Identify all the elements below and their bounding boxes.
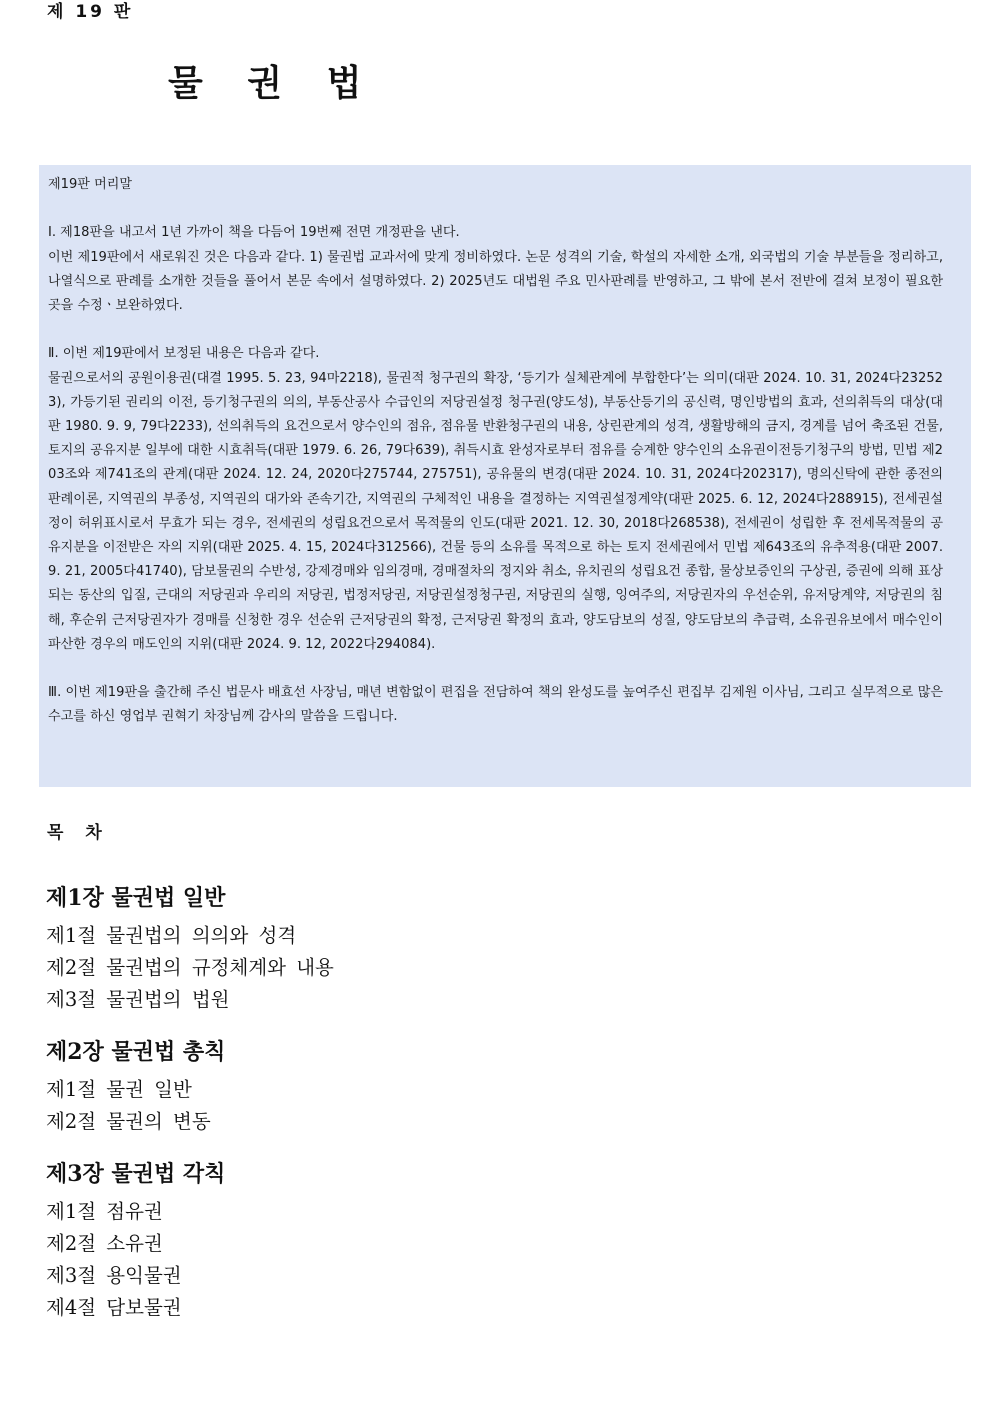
edition-label: 제 19 판 bbox=[47, 2, 134, 22]
section-item: 제4절 담보물권 bbox=[46, 1296, 182, 1319]
section-item: 제3절 용익물권 bbox=[46, 1264, 182, 1287]
section-item: 제2절 물권법의 규정체계와 내용 bbox=[46, 956, 334, 979]
chapter-title: 제3장 물권법 각칙 bbox=[46, 1161, 226, 1187]
preface-box bbox=[39, 165, 971, 787]
preface-paragraph-1: Ⅰ. 제18판을 내고서 1년 가까이 책을 다듬어 19번째 전면 개정판을 낸다. bbox=[48, 225, 460, 241]
preface-paragraph-5: Ⅲ. 이번 제19판을 출간해 주신 법문사 배효선 사장님, 매년 변함없이 편집을 전담하여 책의 완성도를 높여주신 편집부 김제원 이사님, 그리고 실무적으로 많은 수고를 하신 영업부 권혁기 차장님께 감사의 말씀을 드립니다. bbox=[48, 685, 943, 725]
book-title: 물 권 법 bbox=[168, 63, 378, 104]
chapter-title: 제1장 물권법 일반 bbox=[46, 885, 226, 911]
section-item: 제1절 물권 일반 bbox=[46, 1078, 192, 1101]
section-item: 제2절 물권의 변동 bbox=[46, 1110, 211, 1133]
table-of-contents bbox=[46, 880, 946, 1342]
section-item: 제1절 물권법의 의의와 성격 bbox=[46, 924, 297, 947]
paragraph-gap bbox=[48, 657, 943, 681]
preface-paragraph-4: 물권으로서의 공원이용권(대결 1995. 5. 23, 94마2218), 물권적 청구권의 확장, ‘등기가 실체관계에 부합한다’는 의미(대판 2024. 10. 31, 2024다232523), 가등기된 권리의 이전, 등기청구권의 의의, 부동산공사 수급인의 저당권설정 청구권(양도성), 부동산등기의 공신력, 명인방법의 효과, 선의취득의 대상(대판 1980. 9. 9, 79다2233), 선의취득의 요건으로서 양수인의 점유, 점유물 반환청구권의 내용, 상린관계의 성격, 생활방해의 금지, 경계를 넘어 축조된 건물, 토지의 공유지분 일부에 대한 시효취득(대판 1979. 6. 26, 79다639), 취득시효 완성자로부터 점유를 승계한 양수인의 소유권이전등기청구의 방법, 민법 제203조와 제741조의 관계(대판 2024. 12. 24, 2020다275744, 275751), 공유물의 변경(대판 2024. 10. 31, 2024다202317), 명의신탁에 관한 종전의 판례이론, 지역권의 부종성, 지역권의 대가와 존속기간, 지역권의 구체적인 내용을 결정하는 지역권설정계약(대판 2025. 6. 12, 2024다288915), 전세권설정이 허위표시로서 무효가 되는 경우, 전세권의 성립요건으로서 목적물의 인도(대판 2021. 12. 30, 2018다268538), 전세권이 성립한 후 전세목적물의 공유지분을 이전받은 자의 지위(대판 2025. 4. 15, 2024다312566), 건물 등의 소유를 목적으로 하는 토지 전세권에서 민법 제643조의 유추적용(대판 2007. 9. 21, 2005다41740), 담보물권의 수반성, 강제경매와 임의경매, 경매절차의 정지와 취소, 유치권의 성립요건 종합, 물상보증인의 구상권, 증권에 의해 표상되는 동산의 입질, 근대의 저당권과 우리의 저당권, 법정저당권, 저당권설정청구권, 저당권의 실행, 잉여주의, 저당권자의 우선순위, 유저당계약, 저당권의 침해, 후순위 근저당권자가 경매를 신청한 경우 선순위 근저당권의 확정, 근저당권 확정의 효과, 양도담보의 성질, 양도담보의 추급력, 소유권유보에서 매수인이 파산한 경우의 매도인의 지위(대판 2024. 9. 12, 2022다294084). bbox=[48, 370, 943, 652]
toc-chapter-2 bbox=[46, 1034, 946, 1138]
toc-chapter-1 bbox=[46, 880, 946, 1016]
toc-label: 목 차 bbox=[47, 823, 110, 843]
chapter-title: 제2장 물권법 총칙 bbox=[46, 1039, 226, 1065]
section-item: 제3절 물권법의 법원 bbox=[46, 988, 230, 1011]
toc-chapter-3 bbox=[46, 1156, 946, 1324]
preface-paragraph-2: 이번 제19판에서 새로워진 것은 다음과 같다. 1) 물권법 교과서에 맞게 정비하였다. 논문 성격의 기술, 학설의 자세한 소개, 외국법의 기술 부분들을 정리하고, 나열식으로 판례를 소개한 것들을 풀어서 본문 속에서 설명하였다. 2) 2025년도 대법원 주요 민사판례를 반영하고, 그 밖에 본서 전반에 걸쳐 보정이 필요한 곳을 수정ㆍ보완하였다. bbox=[48, 249, 943, 313]
preface-paragraph-3: Ⅱ. 이번 제19판에서 보정된 내용은 다음과 같다. bbox=[48, 346, 320, 362]
paragraph-gap bbox=[48, 197, 943, 221]
paragraph-gap bbox=[48, 318, 943, 342]
section-item: 제2절 소유권 bbox=[46, 1232, 163, 1255]
preface-heading: 제19판 머리말 bbox=[48, 177, 133, 192]
section-item: 제1절 점유권 bbox=[46, 1200, 163, 1223]
